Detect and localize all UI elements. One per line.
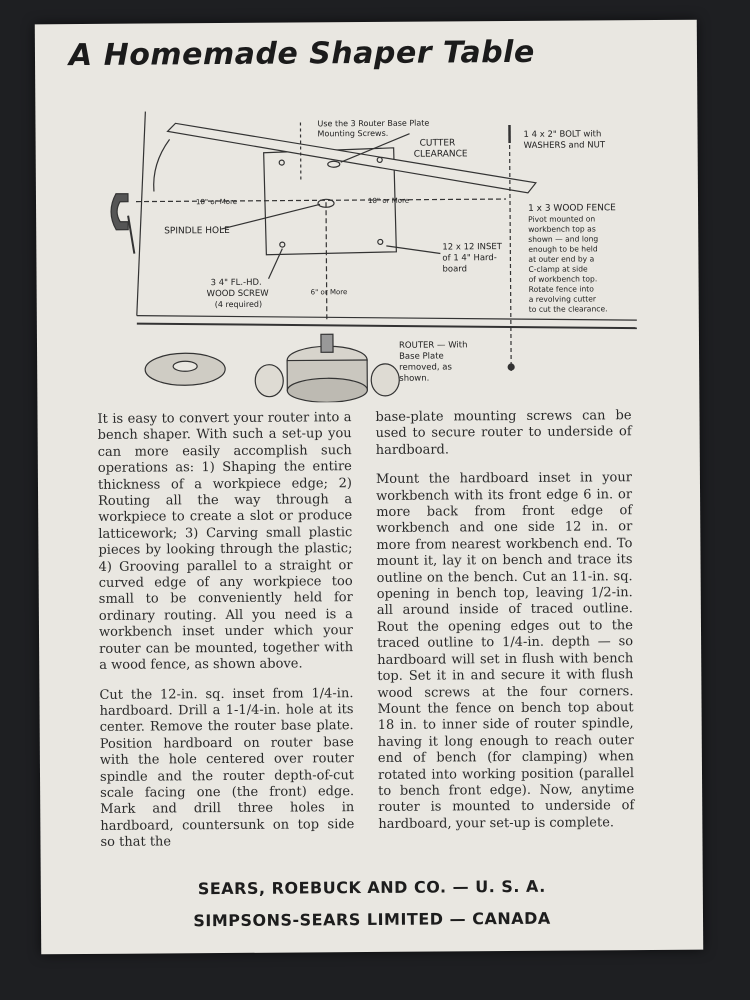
label-router-3: removed, as [399, 362, 452, 373]
label-6-or-more: 6" or More [310, 288, 348, 297]
label-screw-1: 3 4" FL.-HD. [210, 277, 262, 289]
fence-line: Rotate fence into [528, 284, 594, 294]
manual-page [35, 20, 703, 955]
paragraph-intro: It is easy to convert your router into a bench shaper. With such a set-up you can more easily accomplish such operations as: 1) Shaping the entire thickness of a workpiece edge; 2) Routing all the way through a workpiece to create a slot or produce latticework; 3) Carving small plastic pieces by looking through the plastic; 4) Grooving parallel to a straight or curved edge of any workpiece too small to be conveniently held for ordinary routing. All you need is a workbench inset under which your router can be mounted, together with a wood fence, as shown above. [97, 410, 354, 673]
paragraph-cut-inset: Cut the 12-in. sq. inset from 1/4-in. hardboard. Drill a 1-1/4-in. hole at its center. Remove the router base plate. Position hardboard on router base with the hole centered over router spindle and the router depth-of-cut scale facing one (the front) edge. Mark and drill three holes in hardboard, countersunk on top side so that the [99, 685, 355, 851]
fence-line: of workbench top. [528, 274, 598, 284]
fence-line: C-clamp at side [528, 264, 588, 274]
label-router-1: ROUTER — With [398, 340, 468, 351]
label-inset-1: 12 x 12 INSET [442, 242, 502, 253]
label-cutter-2: CLEARANCE [413, 149, 468, 160]
label-spindle-hole: SPINDLE HOLE [164, 225, 230, 237]
label-mount-screws-2: Mounting Screws. [317, 128, 389, 139]
label-router-4: shown. [399, 373, 430, 384]
label-router-2: Base Plate [399, 351, 444, 362]
fence-line: Pivot mounted on [528, 214, 596, 224]
shaper-table-diagram [35, 80, 699, 405]
label-18-right: 18" or More [367, 196, 410, 205]
footer-sears-usa: SEARS, ROEBUCK AND CO. — U. S. A. [197, 876, 546, 899]
label-bolt-1: 1 4 x 2" BOLT with [523, 129, 602, 140]
label-fence-lines [528, 214, 607, 314]
label-cutter-1: CUTTER [419, 138, 456, 149]
label-screw-2: WOOD SCREW [206, 288, 269, 300]
label-screw-3: (4 required) [214, 299, 263, 310]
label-inset-2: of 1 4" Hard- [442, 253, 497, 264]
fence-line: shown — and long [528, 234, 599, 244]
paragraph-mount-inset: Mount the hardboard inset in your workbench with its front edge 6 in. or more back from front edge of workbench and one side 12 in. or more from nearest workbench end. To mount it, lay it on bench and trace its outline on the bench. Cut an 11-in. sq. opening in bench top, leaving 1/2-in. all around inside of traced outline. Rout the opening edges out to the traced outline to 1/4-in. depth — so hardboard will set in flush with bench top. Set it in and secure it with flush wood screws at the four corners. Mount the fence on bench top about 18 in. to inner side of router spindle, having it long enough to reach outer end of bench (for clamping) when rotated into working position (parallel to bench front edge). Now, anytime router is mounted to underside of hardboard, your set-up is complete. [375, 470, 635, 832]
paragraph-continued: base-plate mounting screws can be used to secure router to underside of hardboard. [375, 408, 632, 458]
fence-line: workbench top as [528, 224, 596, 234]
text-column-right [375, 408, 634, 846]
label-fence-title: 1 x 3 WOOD FENCE [528, 203, 616, 214]
footer-simpsons-canada: SIMPSONS-SEARS LIMITED — CANADA [193, 908, 551, 931]
label-mount-screws-1: Use the 3 Router Base Plate [317, 118, 430, 129]
label-18-left: 18" or More [195, 197, 238, 207]
label-bolt-2: WASHERS and NUT [523, 140, 606, 151]
fence-line: a revolving cutter [528, 294, 597, 304]
fence-line: enough to be held [528, 244, 598, 254]
fence-line: at outer end by a [528, 254, 595, 264]
fence-line: to cut the clearance. [528, 304, 608, 314]
label-inset-3: board [442, 264, 468, 275]
text-column-left [97, 410, 354, 864]
page-title: A Homemade Shaper Table [68, 34, 535, 74]
